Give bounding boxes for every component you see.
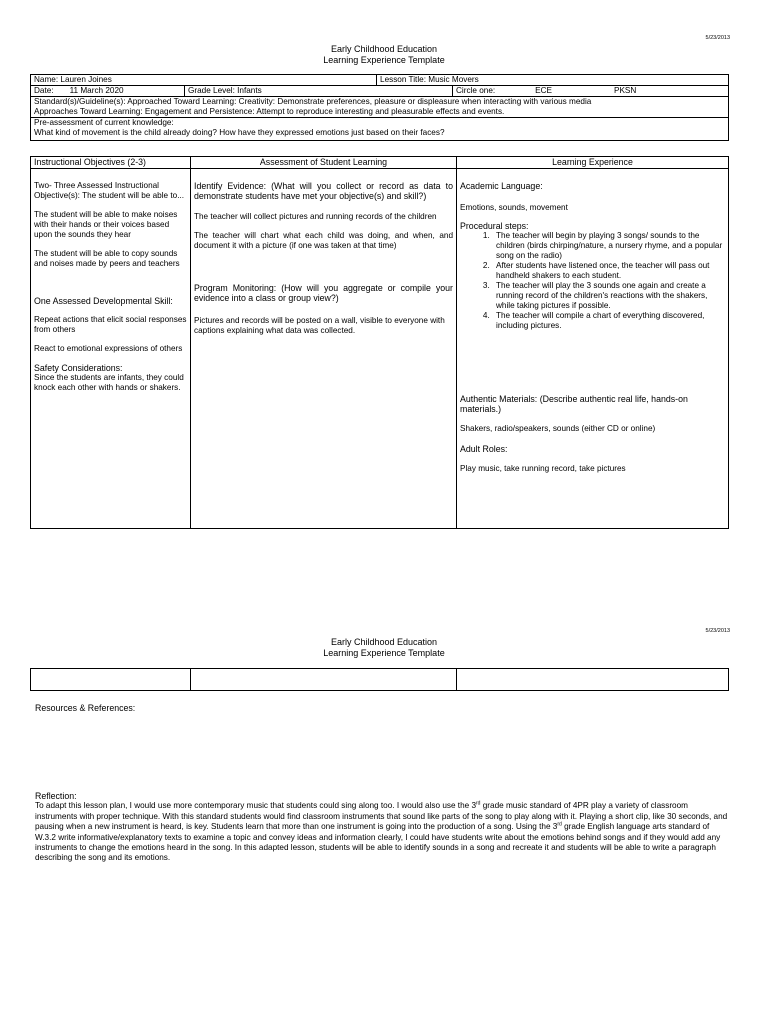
name-cell: Name: Lauren Joines (31, 75, 377, 86)
reflection-text (35, 801, 728, 863)
page2-document-title (0, 637, 768, 659)
reflection-part-3: grade English language arts standard of W.3.2 write informative/explanatory texts to examine a topic and convey ideas and information clearly, I could have students write about the emotions behind songs and if they would add any instruments to change the emotions heard in the song. In this adapted lesson, students will be able to identify sounds in a song and recreate it and students will be able to write a paragraph describing the song and its emotions. (35, 822, 721, 863)
document-title (0, 44, 768, 66)
authentic-materials-label: Authentic Materials: (Describe authentic real life, hands-on materials.) (460, 394, 688, 414)
procedural-step: 4. The teacher will compile a chart of everything discovered, including pictures. (492, 311, 725, 331)
program-monitoring-label: Program Monitoring: (How will you aggregate or compile your evidence into a class or group view?) (194, 283, 453, 303)
reflection-section (35, 791, 728, 864)
developmental-skill-label: One Assessed Developmental Skill: (34, 296, 173, 306)
standards-cell (31, 97, 729, 118)
reflection-part-2: grade music standard of 4PR play a variety of classroom instruments with proper technique. With this standard students would find classroom instruments that sound like parts of the song to play along with it. Playing a short clip, like 30 seconds, and pausing when a new instrument is heard, is key. Students learn that more than one instrument is going into the production of a song. Using the 3 (35, 801, 728, 832)
date-value: 11 March 2020 (69, 86, 124, 95)
assessment-column (191, 169, 457, 529)
page2-date: 5/23/2013 (705, 628, 730, 634)
resources-label: Resources & References: (35, 703, 136, 713)
adult-roles-text: Play music, take running record, take pictures (460, 464, 626, 473)
reflection-ordinal-2: rd (557, 821, 562, 828)
continuation-cell-experience (457, 669, 729, 691)
objectives-column (31, 169, 191, 529)
reflection-label: Reflection: (35, 791, 77, 801)
title-line-2: Learning Experience Template (323, 55, 445, 65)
safety-label: Safety Considerations: (34, 363, 123, 373)
circle-one-label: Circle one: (456, 86, 496, 95)
date-cell (31, 86, 185, 97)
identify-evidence-label: Identify Evidence: (What will you collect or record as data to demonstrate students have met your objective(s) and skill?) (194, 181, 453, 201)
page-date: 5/23/2013 (705, 35, 730, 41)
page2-title-line-1: Early Childhood Education (330, 637, 438, 647)
procedural-step: 3. The teacher will play the 3 sounds one again and create a running record of the children's reactions with the shakers, while taking pictures if possible. (492, 281, 725, 311)
experience-column (457, 169, 729, 529)
reflection-part-1: To adapt this lesson plan, I would use more contemporary music that students could sing along too. I would also use the 3 (35, 801, 477, 811)
continuation-cell-assessment (191, 669, 457, 691)
adult-roles-label: Adult Roles: (460, 444, 508, 454)
lesson-info-table (30, 74, 729, 141)
pre-assessment-text: What kind of movement is the child already doing? How have they expressed emotions just based on their faces? (34, 128, 445, 137)
academic-language-text: Emotions, sounds, movement (460, 203, 568, 212)
date-label: Date: (34, 86, 54, 95)
objectives-header: Instructional Objectives (2-3) (31, 157, 191, 169)
procedural-step: 1. The teacher will begin by playing 3 songs/ sounds to the children (birds chirping/nature, a nursery rhyme, and a popular song on the radio) (492, 231, 725, 261)
evidence-2: The teacher will chart what each child was doing, and when, and document it with a picture (if one was taken at that time) (194, 231, 453, 250)
assessment-header: Assessment of Student Learning (191, 157, 457, 169)
circle-one-cell (453, 86, 729, 97)
lesson-title-cell: Lesson Title: Music Movers (377, 75, 729, 86)
developmental-skill-1: Repeat actions that elicit social responses from others (34, 315, 187, 334)
procedural-step: 2. After students have listened once, the teacher will pass out handheld shakers to each student. (492, 261, 725, 281)
circle-option-ece: ECE (535, 86, 552, 95)
circle-option-pksn: PKSN (614, 86, 637, 95)
objectives-intro: Two- Three Assessed Instructional Objective(s): The student will be able to... (34, 181, 185, 200)
authentic-materials-text: Shakers, radio/speakers, sounds (either CD or online) (460, 424, 656, 433)
pre-assessment-cell (31, 118, 729, 141)
procedural-steps-list (460, 231, 725, 331)
page2-title-line-2: Learning Experience Template (323, 648, 445, 658)
reflection-ordinal-1: rd (476, 800, 481, 807)
standards-line-2: Approaches Toward Learning: Engagement and Persistence: Attempt to reproduce interesting and pleasurable effects and events. (34, 107, 505, 116)
pre-assessment-label: Pre-assessment of current knowledge: (34, 118, 174, 127)
safety-text: Since the students are infants, they could knock each other with hands or shakers. (34, 373, 184, 392)
developmental-skill-2: React to emotional expressions of others (34, 344, 183, 353)
academic-language-label: Academic Language: (460, 181, 543, 191)
continuation-cell-objectives (31, 669, 191, 691)
grade-level-cell: Grade Level: Infants (185, 86, 453, 97)
objective-1: The student will be able to make noises with their hands or their voices based upon the sounds they hear (34, 210, 178, 239)
standards-line-1: Standard(s)/Guideline(s): Approached Toward Learning: Creativity: Demonstrate preferences, pleasure or displeasure when interacting with various media (34, 97, 592, 106)
continuation-table (30, 668, 729, 691)
evidence-1: The teacher will collect pictures and running records of the children (194, 212, 437, 221)
experience-header: Learning Experience (457, 157, 729, 169)
procedural-steps-label: Procedural steps: (460, 221, 529, 231)
lesson-plan-table (30, 156, 729, 529)
title-line-1: Early Childhood Education (330, 44, 438, 54)
objective-2: The student will be able to copy sounds and noises made by peers and teachers (34, 249, 180, 268)
program-monitoring-text: Pictures and records will be posted on a wall, visible to everyone with captions explaining what data was collected. (194, 316, 445, 335)
